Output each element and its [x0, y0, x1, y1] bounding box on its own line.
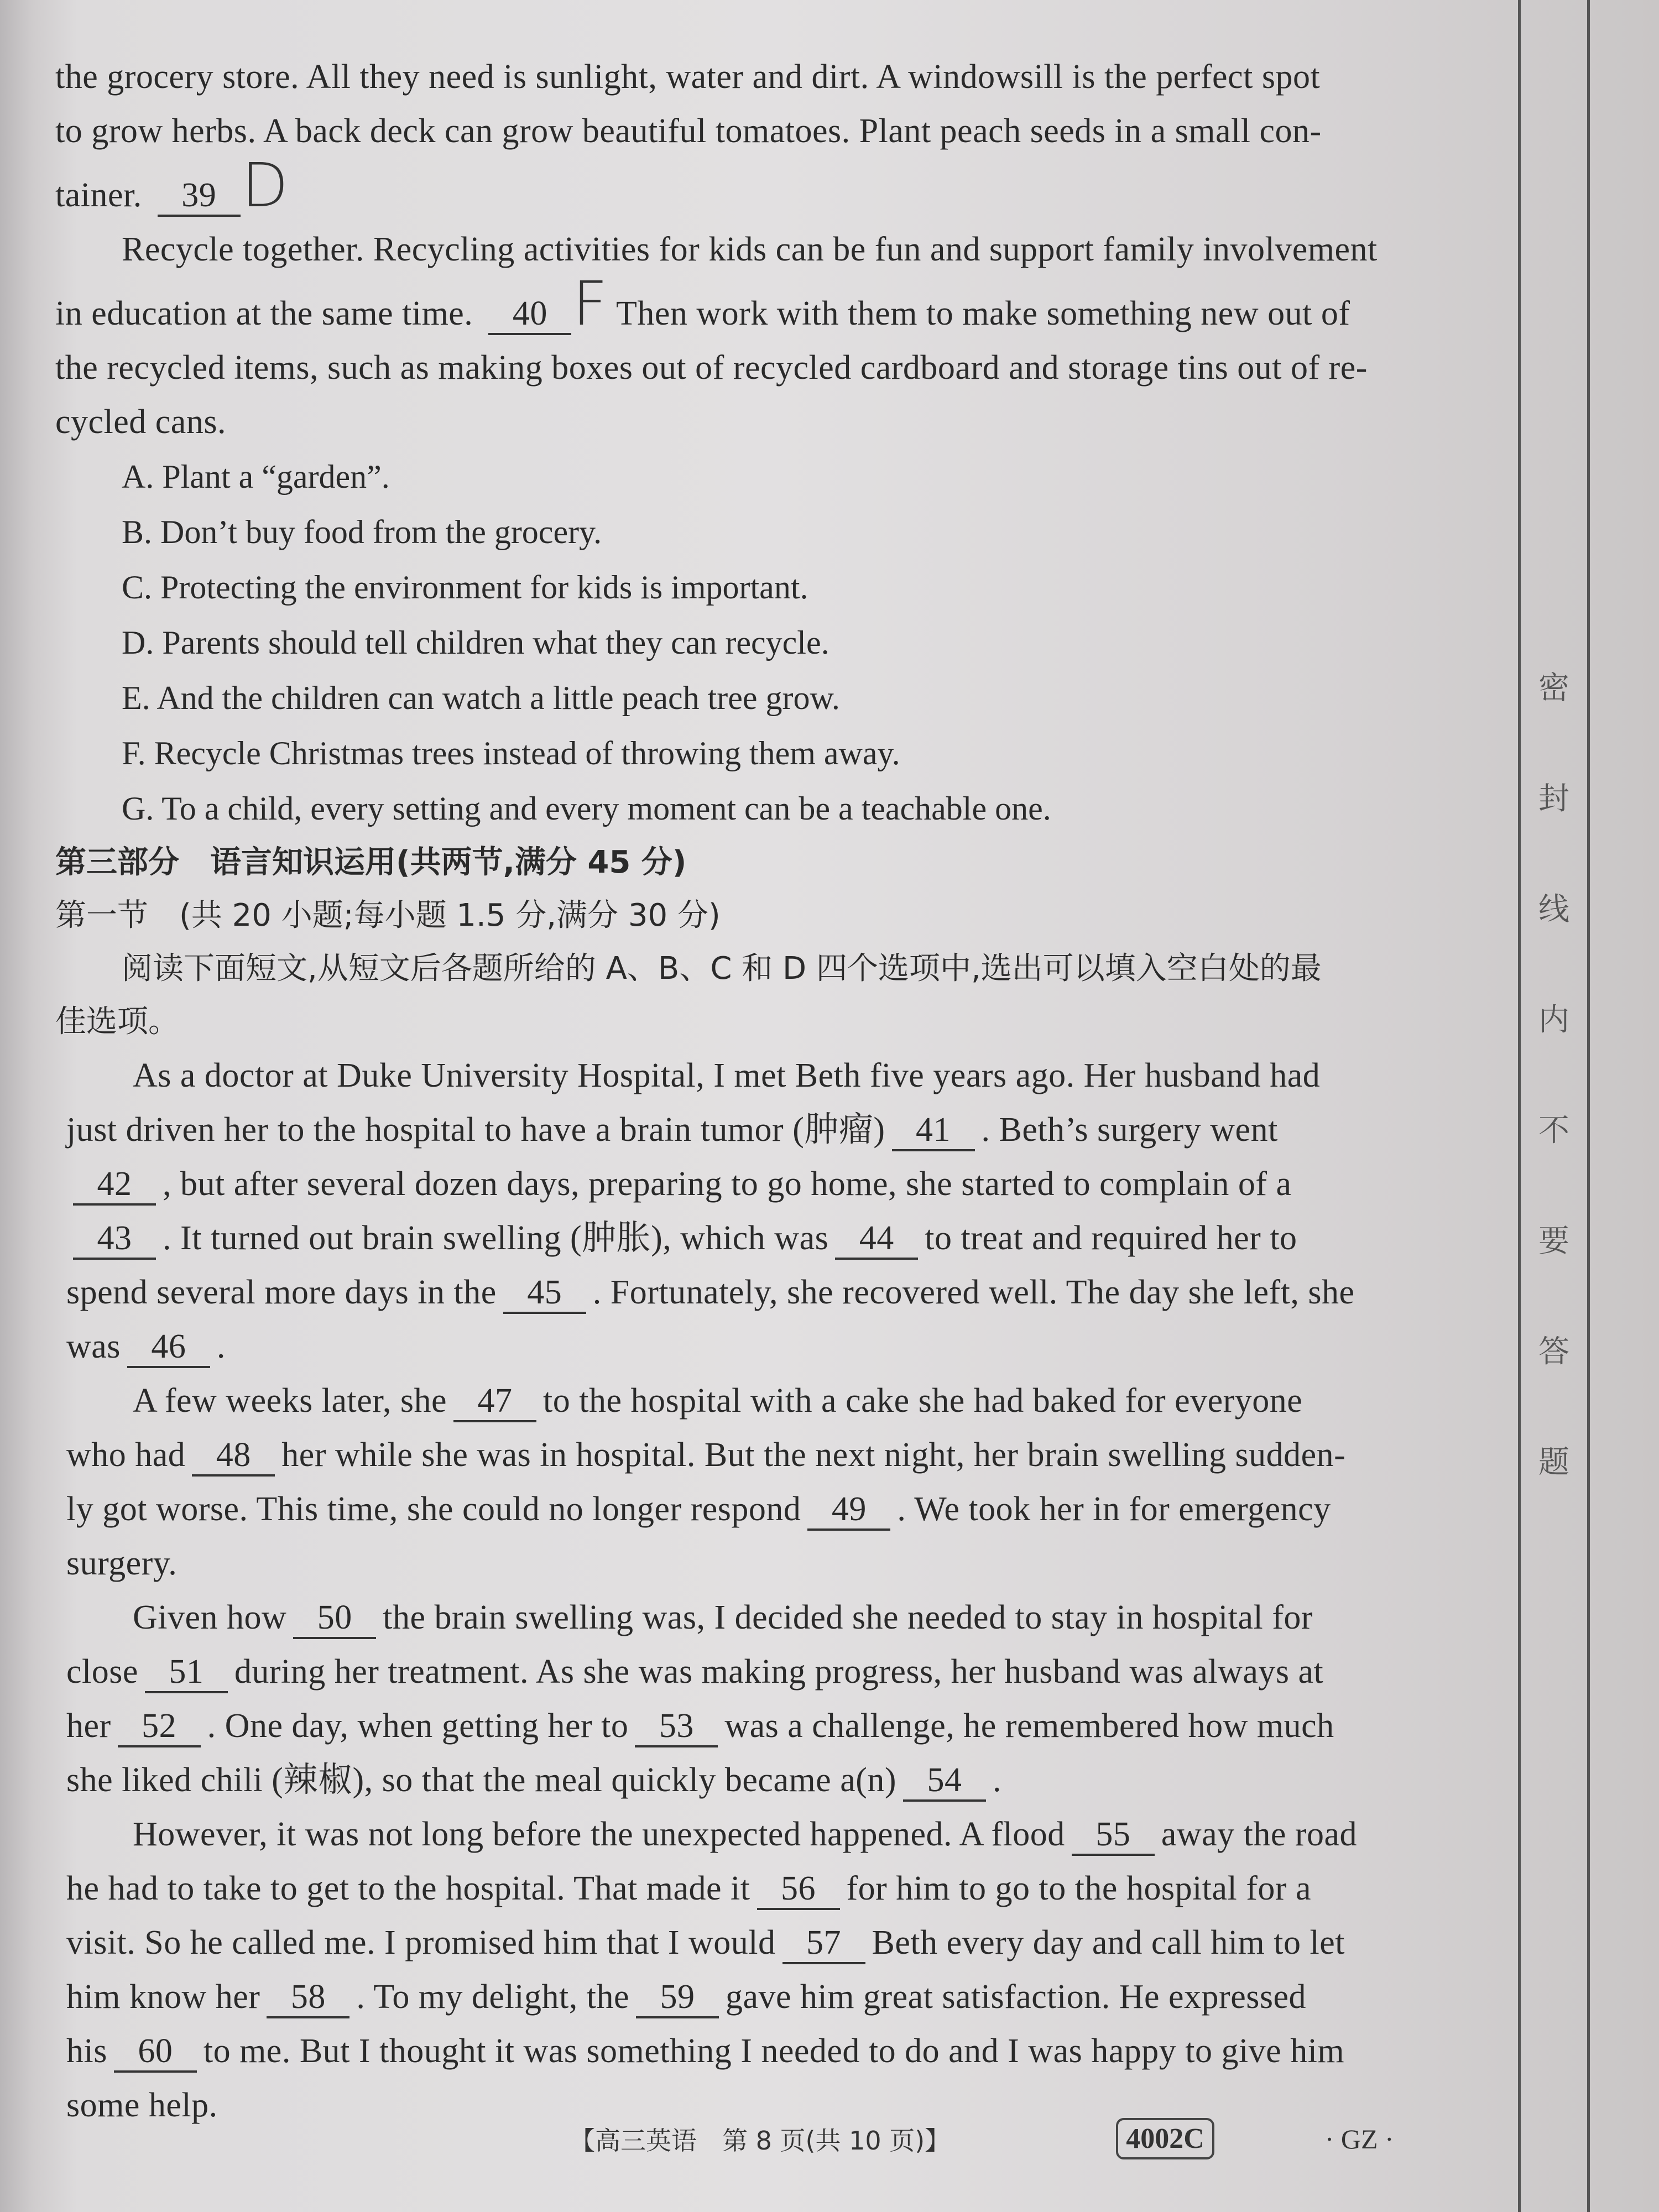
passage-line: spend several more days in the 45 . Fortunately, she recovered well. The day she left, she — [66, 1265, 1449, 1319]
passage-text: tainer. — [55, 176, 142, 214]
answer-blank: 56 — [757, 1869, 840, 1910]
passage-line: 43 . It turned out brain swelling (肿胀), which was 44 to treat and required her to — [66, 1211, 1449, 1265]
passage-text: in education at the same time. — [55, 295, 473, 332]
passage-line: she liked chili (辣椒), so that the meal quickly became a(n) 54 . — [66, 1753, 1449, 1807]
passage-line: A few weeks later, she 47 to the hospital with a cake she had baked for everyone — [66, 1374, 1449, 1428]
seal-char: 答 — [1538, 1334, 1569, 1370]
answer-blank: 55 — [1072, 1815, 1155, 1856]
passage-line: close 51 during her treatment. As she was making progress, her husband was always at — [66, 1645, 1449, 1699]
passage-line: who had 48 her while she was in hospital. But the next night, her brain swelling sudden- — [66, 1428, 1449, 1482]
seal-char: 内 — [1538, 1002, 1569, 1038]
part-title: 第三部分 语言知识运用(共两节,满分 45 分) — [55, 844, 687, 880]
answer-blank: 54 — [903, 1761, 986, 1802]
option-f: F. Recycle Christmas trees instead of throwing them away. — [122, 735, 900, 771]
passage-line: surgery. — [66, 1545, 178, 1582]
passage-line: her 52 . One day, when getting her to 53 was a challenge, he remembered how much — [66, 1699, 1449, 1753]
seal-char: 线 — [1538, 891, 1569, 927]
passage-line: Given how 50 the brain swelling was, I decided she needed to stay in hospital for — [66, 1590, 1449, 1645]
handwritten-answer-40: F — [572, 268, 608, 339]
answer-blank: 53 — [635, 1707, 718, 1747]
seal-line-notice — [1532, 664, 1576, 1482]
answer-blank: 45 — [503, 1273, 586, 1314]
option-a: A. Plant a “garden”. — [122, 458, 390, 495]
passage-line: the grocery store. All they need is sunlight, water and dirt. A windowsill is the perfect spot — [55, 58, 1321, 96]
passage-line: he had to take to get to the hospital. That made it 56 for him to go to the hospital for a — [66, 1861, 1449, 1916]
option-d: D. Parents should tell children what they can recycle. — [122, 624, 830, 661]
page-content — [55, 50, 1449, 2132]
passage-line: visit. So he called me. I promised him that I would 57 Beth every day and call him to let — [66, 1916, 1449, 1970]
passage-line: his 60 to me. But I thought it was something I needed to do and I was happy to give him — [66, 2024, 1449, 2078]
instruction-text: 阅读下面短文,从短文后各题所给的 A、B、C 和 D 四个选项中,选出可以填入空白处的最 — [122, 951, 1322, 987]
answer-blank: 49 — [807, 1490, 890, 1531]
answer-blank: 52 — [118, 1707, 201, 1747]
passage-text: Then work with them to make something new out of — [615, 295, 1350, 332]
passage-line: just driven her to the hospital to have a brain tumor (肿瘤) 41 . Beth’s surgery went — [66, 1103, 1449, 1157]
seal-char: 题 — [1538, 1444, 1569, 1480]
reading-passage-end — [55, 50, 1449, 449]
page-number-label: 【高三英语 第 8 页(共 10 页)】 — [570, 2125, 951, 2156]
answer-blank-39: 39 — [158, 176, 241, 217]
option-e: E. And the children can watch a little peach tree grow. — [122, 680, 840, 716]
answer-blank: 44 — [835, 1219, 918, 1260]
answer-blank: 42 — [73, 1165, 156, 1206]
passage-line: 42 , but after several dozen days, preparing to go home, she started to complain of a — [66, 1157, 1449, 1211]
seal-char: 不 — [1538, 1113, 1569, 1149]
passage-line: Recycle together. Recycling activities for kids can be fun and support family involvement — [122, 231, 1378, 268]
exam-code-badge: 4002C — [1116, 2118, 1214, 2159]
passage-line — [55, 268, 1449, 341]
passage-line: However, it was not long before the unexpected happened. A flood 55 away the road — [66, 1807, 1449, 1861]
answer-blank: 46 — [127, 1327, 210, 1368]
passage-line: to grow herbs. A back deck can grow beautiful tomatoes. Plant peach seeds in a small con- — [55, 112, 1322, 150]
option-c: C. Protecting the environment for kids is important. — [122, 569, 808, 606]
answer-blank: 50 — [293, 1598, 376, 1639]
answer-blank: 43 — [73, 1219, 156, 1260]
answer-blank: 51 — [145, 1652, 228, 1693]
passage-line: him know her 58 . To my delight, the 59 gave him great satisfaction. He expressed — [66, 1970, 1449, 2024]
answer-blank-40: 40 — [488, 294, 571, 335]
answer-blank: 48 — [192, 1436, 275, 1477]
seal-char: 封 — [1538, 781, 1569, 817]
seal-char: 密 — [1538, 670, 1569, 706]
passage-line: the recycled items, such as making boxes out of recycled cardboard and storage tins out of re- — [55, 349, 1368, 387]
page-footer — [570, 2118, 1510, 2159]
answer-blank: 60 — [114, 2032, 197, 2073]
subsection-title: 第一节 (共 20 小题;每小题 1.5 分,满分 30 分) — [55, 898, 721, 933]
option-b: B. Don’t buy food from the grocery. — [122, 514, 602, 550]
seal-char: 要 — [1538, 1223, 1569, 1259]
section-header — [55, 836, 1449, 1048]
passage-line: As a doctor at Duke University Hospital, I met Beth five years ago. Her husband had — [133, 1057, 1321, 1094]
answer-blank: 58 — [267, 1978, 349, 2018]
region-code: · GZ · — [1324, 2123, 1394, 2154]
passage-line: was 46 . — [66, 1319, 1449, 1374]
answer-blank: 41 — [892, 1110, 975, 1151]
instruction-text: 佳选项。 — [55, 1004, 179, 1040]
handwritten-answer-39: D — [241, 150, 289, 221]
option-list — [55, 449, 1449, 836]
answer-blank: 57 — [782, 1923, 865, 1964]
answer-blank: 47 — [453, 1381, 536, 1422]
passage-line — [55, 150, 1449, 222]
passage-line: some help. — [66, 2086, 218, 2124]
passage-line: ly got worse. This time, she could no longer respond 49 . We took her in for emergency — [66, 1482, 1449, 1536]
passage-line: cycled cans. — [55, 403, 226, 441]
option-g: G. To a child, every setting and every moment can be a teachable one. — [122, 790, 1051, 827]
answer-blank: 59 — [636, 1978, 719, 2018]
cloze-passage — [55, 1048, 1449, 2132]
